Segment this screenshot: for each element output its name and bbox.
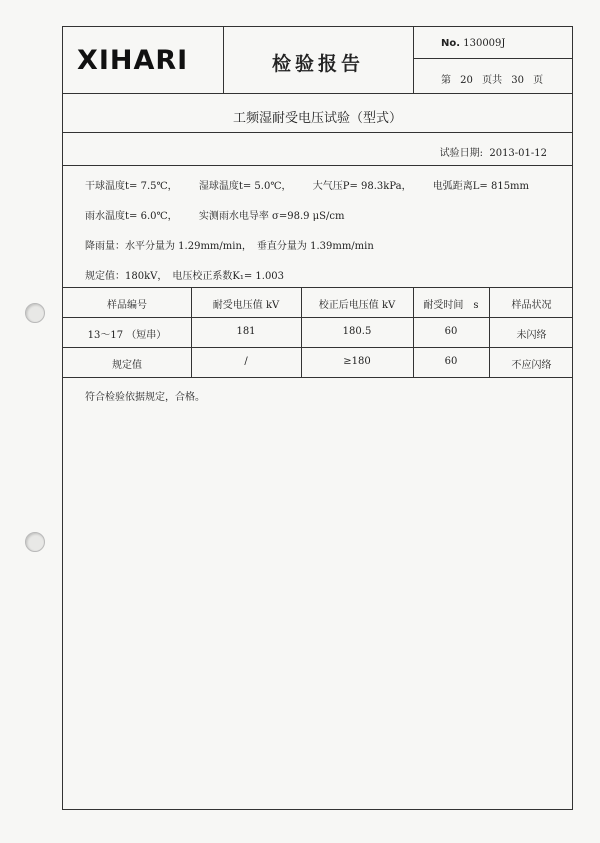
rain-temp: 雨水温度t= 6.0℃， <box>85 211 178 222</box>
test-date-value: 2013-01-12 <box>489 148 547 159</box>
table-cell: ≥180 <box>343 356 371 367</box>
conditions-line-1 <box>85 177 529 192</box>
report-frame <box>62 26 573 810</box>
dry-bulb-temp: 干球温度t= 7.5℃， <box>85 181 178 192</box>
wet-bulb-temp: 湿球温度t= 5.0℃， <box>198 181 292 192</box>
company-logo: XIHARI <box>77 45 189 76</box>
rain-conductivity: 实测雨水电导率 σ=98.9 μS/cm <box>198 211 345 222</box>
report-number-label: No. <box>441 38 461 49</box>
table-header: 样品状况 <box>511 300 552 311</box>
table-cell: 未闪络 <box>516 330 547 341</box>
table-cell: 60 <box>444 356 458 367</box>
table-header: 校正后电压值 kV <box>318 300 396 311</box>
binder-hole-top <box>25 303 45 323</box>
test-date <box>440 144 547 159</box>
table-cell: 180.5 <box>342 326 372 337</box>
atmospheric-pressure: 大气压P= 98.3kPa， <box>312 181 412 192</box>
conclusion-text: 符合检验依据规定，合格。 <box>85 392 205 403</box>
table-cell: 规定值 <box>112 360 142 371</box>
table-cell: 不应闪络 <box>511 360 552 371</box>
report-number <box>441 38 505 49</box>
precipitation: 降雨量：水平分量为 1.29mm/min， 垂直分量为 1.39mm/min <box>85 241 374 252</box>
table-header: 样品编号 <box>107 300 147 311</box>
conditions-line-2 <box>85 207 363 222</box>
table-cell: / <box>244 356 248 367</box>
page-info: 第 20 页共 30 页 <box>441 75 544 86</box>
specified-value: 规定值：180kV， 电压校正系数K₁= 1.003 <box>85 271 285 282</box>
arc-distance: 电弧距离L= 815mm <box>432 181 530 192</box>
table-cell: 60 <box>444 326 458 337</box>
table-header: 耐受时间 s <box>423 300 479 311</box>
table-cell: 181 <box>236 326 256 337</box>
report-number-value: 130009J <box>463 38 506 49</box>
test-title: 工频湿耐受电压试验（型式） <box>232 111 402 126</box>
binder-hole-bottom <box>25 532 45 552</box>
table-cell: 13～17 （短串） <box>87 330 167 341</box>
test-date-label: 试验日期: <box>439 148 483 159</box>
report-title: 检验报告 <box>271 53 364 75</box>
table-header: 耐受电压值 kV <box>212 300 280 311</box>
